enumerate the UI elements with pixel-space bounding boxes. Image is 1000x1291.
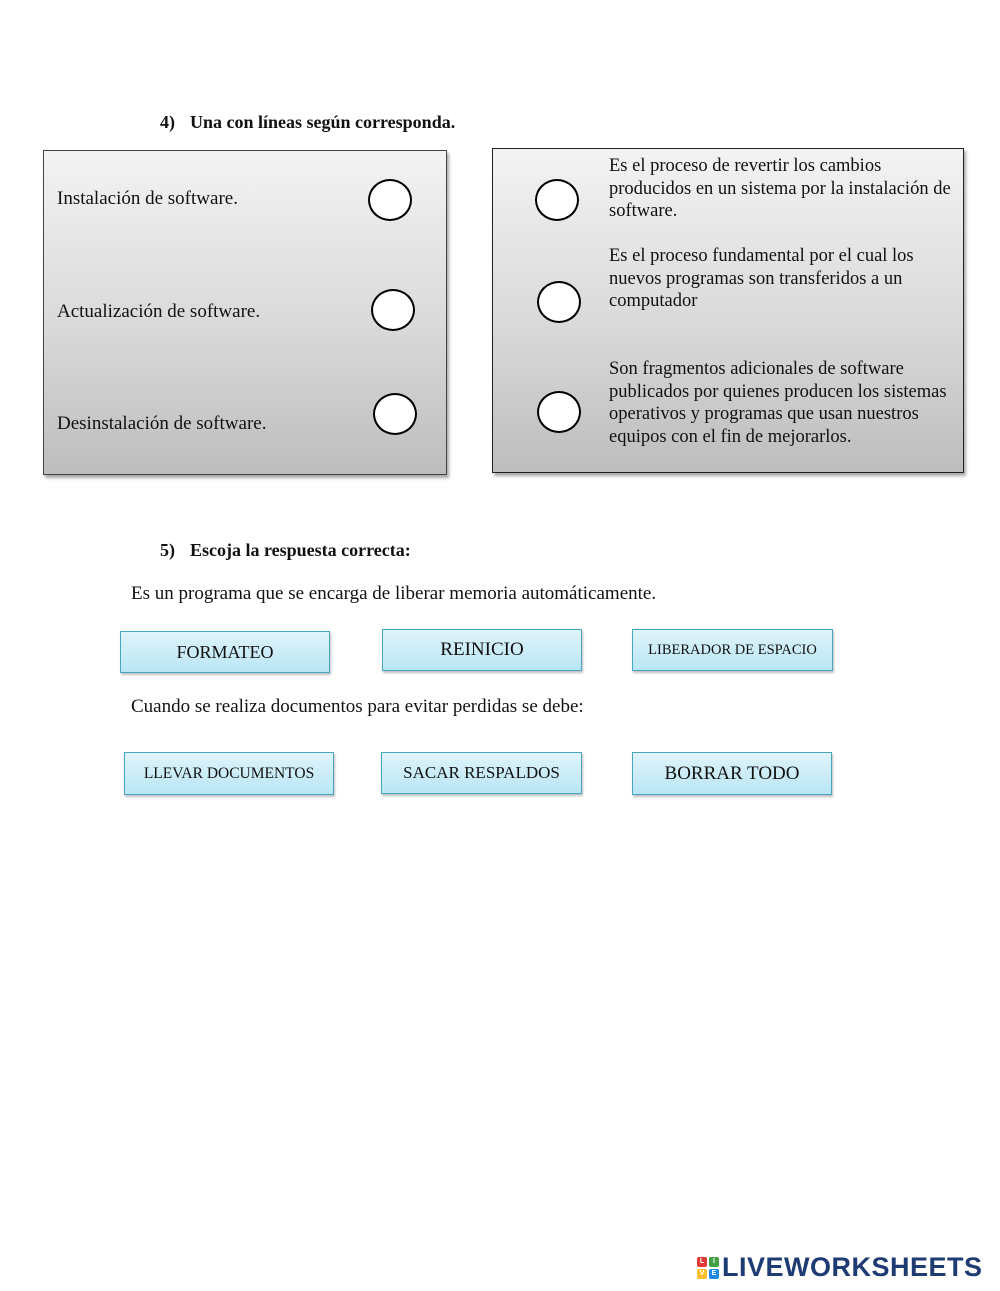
- logo-icon: [697, 1257, 719, 1279]
- logo-text: LIVEWORKSHEETS: [722, 1252, 983, 1282]
- section-4-title: Una con líneas según corresponda.: [190, 112, 456, 132]
- term-update: Actualización de software.: [57, 301, 261, 322]
- section-5-number: 5): [160, 540, 175, 560]
- term-uninstall-connector[interactable]: [373, 393, 417, 435]
- definition-2: Es el proceso fundamental por el cual los nuevos programas son transferidos a un computador: [609, 246, 914, 311]
- section-4-number: 4): [160, 112, 175, 132]
- option-llevar-button[interactable]: LLEVAR DOCUMENTOS: [124, 752, 334, 795]
- logo-letter-l: L: [697, 1257, 707, 1267]
- logo-letter-e: E: [709, 1269, 719, 1279]
- option-sacar-button[interactable]: SACAR RESPALDOS: [381, 752, 582, 794]
- term-installation: Instalación de software.: [57, 188, 238, 209]
- section-5-title: Escoja la respuesta correcta:: [190, 540, 411, 560]
- option-reinicio-button[interactable]: REINICIO: [382, 629, 582, 671]
- definition-3: Son fragmentos adicionales de software publicados por quienes producen los sistemas operativos y programas que usan nuestros equipos con el fin de mejorarlos.: [609, 359, 947, 447]
- definition-1-connector[interactable]: [535, 179, 579, 221]
- definition-3-connector[interactable]: [537, 391, 581, 433]
- term-uninstall: Desinstalación de software.: [57, 413, 267, 434]
- logo-letter-i: I: [709, 1257, 719, 1267]
- section-4-heading: [160, 112, 455, 133]
- logo-letter-v: V: [697, 1269, 707, 1279]
- definition-1: Es el proceso de revertir los cambios producidos en un sistema por la instalación de software.: [609, 156, 951, 221]
- option-formateo-button[interactable]: FORMATEO: [120, 631, 330, 673]
- liveworksheets-logo: [697, 1252, 983, 1283]
- option-borrar-button[interactable]: BORRAR TODO: [632, 752, 832, 795]
- question-1: Es un programa que se encarga de liberar memoria automáticamente.: [131, 583, 657, 604]
- definition-2-connector[interactable]: [537, 281, 581, 323]
- term-update-connector[interactable]: [371, 289, 415, 331]
- term-installation-connector[interactable]: [368, 179, 412, 221]
- section-5-heading: [160, 540, 411, 561]
- question-2: Cuando se realiza documentos para evitar perdidas se debe:: [131, 696, 584, 717]
- option-liberador-button[interactable]: LIBERADOR DE ESPACIO: [632, 629, 833, 671]
